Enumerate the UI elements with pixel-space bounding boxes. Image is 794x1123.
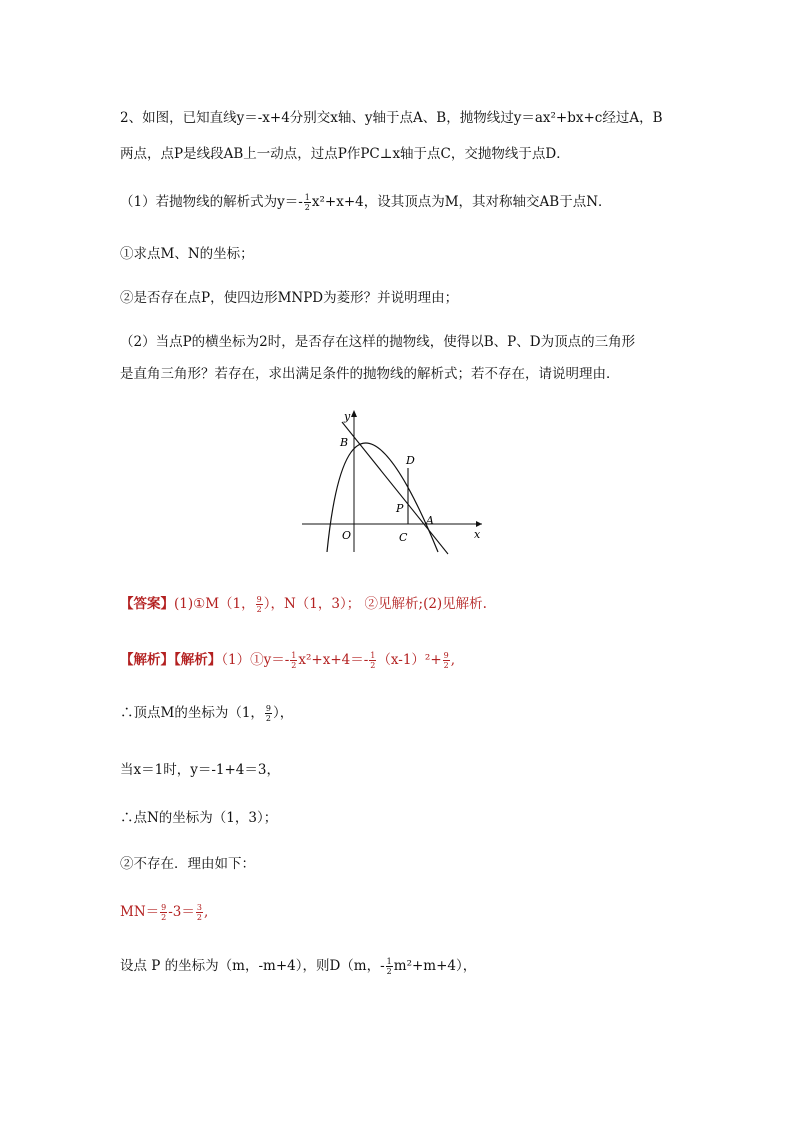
question-2: ②是否存在点P，使四边形MNPD为菱形？并说明理由； [120, 290, 459, 306]
analysis-l7-b: m²+m+4）， [393, 958, 477, 974]
analysis-tag: 【解析】【解析】 [120, 652, 222, 668]
y-axis-arrow [351, 410, 357, 417]
part1-text-a: （1）若抛物线的解析式为y＝- [120, 194, 303, 210]
question-1: ①求点M、N的坐标； [120, 246, 254, 262]
line-ab [342, 422, 448, 554]
analysis-line5: ②不存在．理由如下： [120, 856, 255, 872]
label-o: O [342, 529, 352, 542]
frac-numerator: 1 [291, 651, 297, 660]
analysis-l2-b: ）， [273, 705, 294, 721]
frac-denominator: 2 [265, 714, 272, 723]
frac-denominator: 2 [443, 661, 449, 670]
frac-numerator: 9 [256, 595, 262, 604]
answer-line [120, 594, 487, 614]
part1-text-b: x²+x+4，设其顶点为M，其对称轴交AB于点N． [311, 194, 612, 210]
analysis-l1-frac2 [369, 651, 376, 670]
analysis-l1-d: , [450, 652, 456, 668]
analysis-l1-c: （x-1）²+ [377, 652, 442, 668]
analysis-l6-b: -3＝ [168, 904, 195, 920]
answer-fraction [256, 595, 263, 614]
frac-denominator: 2 [370, 661, 376, 670]
answer-text-b: ），N（1，3）； ②见解析;(2)见解析. [263, 596, 487, 612]
label-d: D [406, 454, 415, 467]
analysis-line2 [120, 703, 293, 723]
analysis-line6 [120, 902, 208, 922]
frac-numerator: 1 [370, 651, 376, 660]
x-axis-arrow [476, 521, 482, 527]
label-y: y [344, 410, 351, 423]
frac-numerator: 1 [386, 957, 392, 966]
analysis-l2-a: ∴顶点M的坐标为（1， [120, 705, 264, 721]
analysis-l6-c: , [203, 904, 209, 920]
frac-denominator: 2 [386, 967, 392, 976]
analysis-l7-a: 设点 P 的坐标为（m，-m+4），则D（m，- [120, 958, 385, 974]
label-c: C [399, 531, 408, 544]
analysis-l7-frac [386, 957, 393, 976]
analysis-l1-frac1 [290, 651, 297, 670]
part1-fraction [304, 193, 311, 212]
answer-text-a: (1)①M（1， [174, 596, 255, 612]
frac-numerator: 9 [161, 903, 167, 912]
analysis-line1 [120, 650, 455, 670]
label-x: x [474, 528, 481, 541]
analysis-line4: ∴点N的坐标为（1，3）； [120, 810, 278, 826]
analysis-line3: 当x＝1时，y＝-1+4＝3， [120, 762, 280, 778]
analysis-l1-b: x²+x+4＝- [298, 652, 369, 668]
problem-intro-line2: 两点，点P是线段AB上一动点，过点P作PC⊥x轴于点C，交抛物线于点D． [120, 146, 570, 162]
frac-numerator: 1 [304, 193, 310, 202]
problem-intro-line1: 2、如图，已知直线y＝-x+4分别交x轴、y轴于点A、B，抛物线过y＝ax²+bx+c经过A，B [120, 110, 663, 126]
frac-numerator: 9 [265, 704, 272, 713]
part1-statement [120, 192, 612, 212]
analysis-l6-frac1 [160, 903, 167, 922]
analysis-line7 [120, 956, 476, 976]
frac-denominator: 2 [291, 661, 297, 670]
analysis-l1-frac3 [443, 651, 450, 670]
frac-numerator: 3 [196, 903, 202, 912]
analysis-l6-a: MN＝ [120, 904, 160, 920]
frac-denominator: 2 [161, 913, 167, 922]
answer-tag: 【答案】 [120, 596, 174, 612]
parabola-figure [302, 406, 502, 556]
analysis-l2-frac [265, 704, 272, 723]
label-p: P [396, 502, 404, 515]
part2-line1: （2）当点P的横坐标为2时，是否存在这样的抛物线，使得以B、P、D为顶点的三角形 [120, 334, 636, 350]
analysis-l1-a: （1）①y＝- [221, 652, 290, 668]
part2-line2: 是直角三角形？若存在，求出满足条件的抛物线的解析式；若不存在，请说明理由． [120, 366, 620, 382]
label-b: B [340, 436, 349, 449]
analysis-l6-frac2 [196, 903, 203, 922]
frac-denominator: 2 [196, 913, 202, 922]
frac-numerator: 9 [443, 651, 449, 660]
label-a: A [426, 514, 434, 527]
frac-denominator: 2 [256, 605, 262, 614]
frac-denominator: 2 [304, 203, 310, 212]
